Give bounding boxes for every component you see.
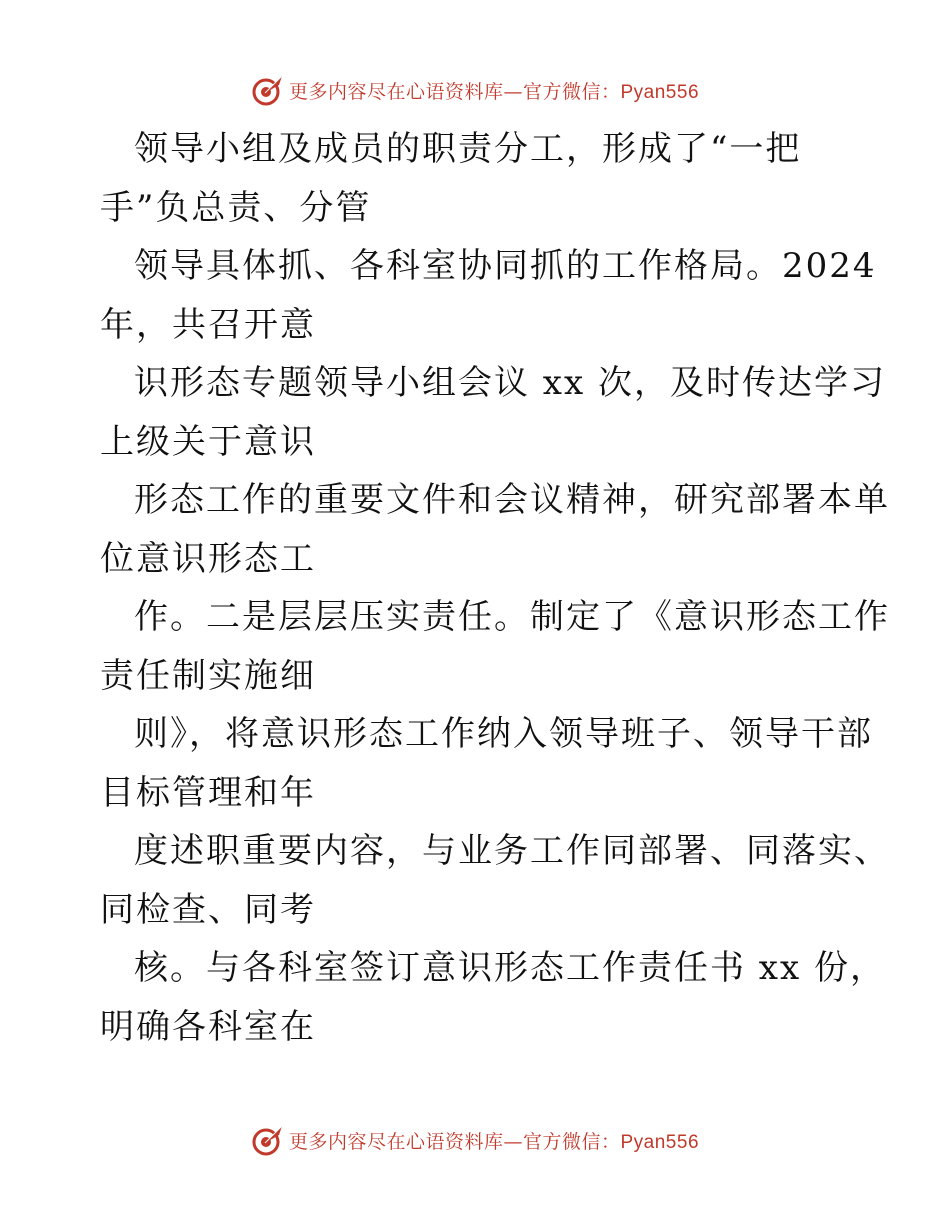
footer-banner-text bbox=[289, 1127, 699, 1154]
quill-logo-icon bbox=[251, 1123, 285, 1157]
quill-logo-icon bbox=[251, 73, 285, 107]
text-line: 责任制实施细 bbox=[100, 655, 316, 696]
text-line: 领导小组及成员的职责分工，形成了“一把 bbox=[134, 129, 802, 169]
header-banner-sep: — bbox=[503, 80, 523, 103]
text-line: 同检查、同考 bbox=[100, 889, 316, 930]
header-banner-main: 更多内容尽在心语资料库 bbox=[288, 80, 504, 103]
text-line: 作。二是层层压实责任。制定了《意识形态工作 bbox=[134, 597, 890, 637]
footer-banner-wechat-prefix: 官方微信： bbox=[522, 1130, 621, 1153]
text-line: 目标管理和年 bbox=[100, 772, 316, 813]
text-line: 领导具体抓、各科室协同抓的工作格局。2024 bbox=[134, 246, 877, 286]
document-body bbox=[100, 120, 890, 1056]
text-line: 形态工作的重要文件和会议精神，研究部署本单 bbox=[134, 480, 890, 520]
footer-banner-main: 更多内容尽在心语资料库 bbox=[288, 1130, 504, 1153]
text-line: 位意识形态工 bbox=[100, 538, 316, 579]
text-line: 手”负总责、分管 bbox=[100, 187, 372, 228]
text-line: 年，共召开意 bbox=[100, 304, 316, 345]
text-line: 度述职重要内容，与业务工作同部署、同落实、 bbox=[134, 831, 890, 871]
footer-banner-sep: — bbox=[503, 1130, 523, 1153]
footer-banner-wechat-id: Pyan556 bbox=[620, 1131, 700, 1153]
text-line: 则》，将意识形态工作纳入领导班子、领导干部 bbox=[134, 714, 873, 754]
header-banner-wechat-prefix: 官方微信： bbox=[522, 80, 621, 103]
footer-banner bbox=[0, 1120, 950, 1160]
header-banner-wechat-id: Pyan556 bbox=[620, 81, 700, 103]
header-banner bbox=[0, 70, 950, 110]
text-line: 核。与各科室签订意识形态工作责任书 xx 份， bbox=[134, 948, 886, 988]
text-line: 识形态专题领导小组会议 xx 次，及时传达学习 bbox=[134, 363, 886, 403]
header-banner-text bbox=[289, 77, 699, 104]
text-line: 上级关于意识 bbox=[100, 421, 316, 462]
text-line: 明确各科室在 bbox=[100, 1006, 316, 1047]
